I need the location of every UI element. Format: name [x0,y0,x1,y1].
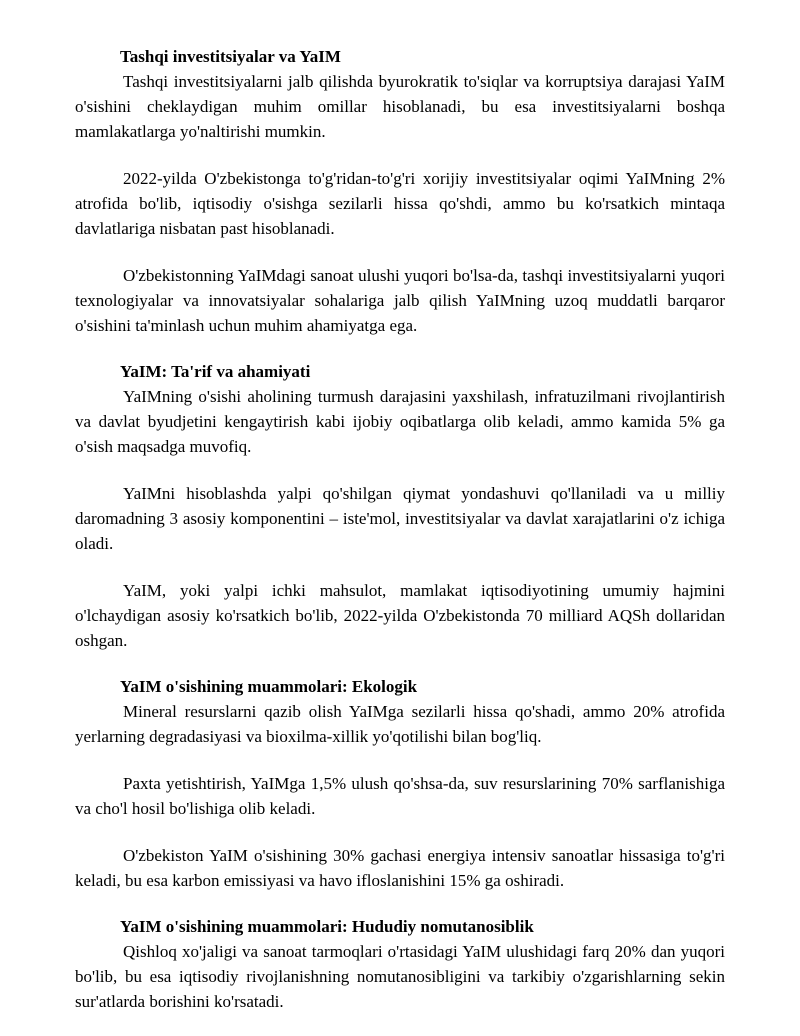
paragraph: Mineral resurslarni qazib olish YaIMga sezilarli hissa qo'shadi, ammo 20% atrofida yerlarning degradasiyasi va bioxilma-xillik yo'qotilishi bilan bog'liq. [75,702,725,746]
paragraph: O'zbekiston YaIM o'sishining 30% gachasi energiya intensiv sanoatlar hissasiga to'g'ri keladi, bu esa karbon emissiyasi va havo ifloslanishini 15% ga oshiradi. [75,846,725,890]
section-heading: YaIM o'sishining muammolari: Ekologik [120,677,418,696]
paragraph: Qishloq xo'jaligi va sanoat tarmoqlari o'rtasidagi YaIM ulushidagi farq 20% dan yuqori bo'lib, bu esa iqtisodiy rivojlanishning nomutanosibligini va tarkibiy o'zgarishlarning sekin sur'atlarda borishini ko'rsatadi. [75,942,725,1011]
section-heading: Tashqi investitsiyalar va YaIM [120,47,341,66]
paragraph: YaIMning o'sishi aholining turmush darajasini yaxshilash, infratuzilmani rivojlantirish va davlat byudjetini kengaytirish kabi ijobiy oqibatlarga olib keladi, ammo kamida 5% ga o'sish maqsadga muvofiq. [75,387,725,456]
section-regional-imbalance [75,915,725,1014]
section-foreign-investments [75,45,725,338]
section-heading: YaIM: Ta'rif va ahamiyati [120,362,311,381]
document-page [75,45,725,1036]
paragraph: Paxta yetishtirish, YaIMga 1,5% ulush qo'shsa-da, suv resurslarining 70% sarflanishiga va cho'l hosil bo'lishiga olib keladi. [75,774,725,818]
paragraph: O'zbekistonning YaIMdagi sanoat ulushi yuqori bo'lsa-da, tashqi investitsiyalarni yuqori texnologiyalar va innovatsiyalar sohalariga jalb qilish YaIMning uzoq muddatli barqaror o'sishini ta'minlash uchun muhim ahamiyatga ega. [75,266,725,335]
paragraph: 2022-yilda O'zbekistonga to'g'ridan-to'g'ri xorijiy investitsiyalar oqimi YaIMning 2% atrofida bo'lib, iqtisodiy o'sishga sezilarli hissa qo'shdi, ammo bu ko'rsatkich mintaqa davlatlariga nisbatan past hisoblanadi. [75,169,725,238]
section-gdp-definition [75,360,725,653]
section-heading: YaIM o'sishining muammolari: Hududiy nomutanosiblik [120,917,534,936]
paragraph: YaIM, yoki yalpi ichki mahsulot, mamlakat iqtisodiyotining umumiy hajmini o'lchaydigan asosiy ko'rsatkich bo'lib, 2022-yilda O'zbekistonda 70 milliard AQSh dollaridan oshgan. [75,581,725,650]
paragraph: YaIMni hisoblashda yalpi qo'shilgan qiymat yondashuvi qo'llaniladi va u milliy daromadning 3 asosiy komponentini – iste'mol, investitsiyalar va davlat xarajatlarini o'z ichiga oladi. [75,484,725,553]
paragraph: Tashqi investitsiyalarni jalb qilishda byurokratik to'siqlar va korruptsiya darajasi YaIM o'sishini cheklaydigan muhim omillar hisoblanadi, bu esa investitsiyalarni boshqa mamlakatlarga yo'naltirishi mumkin. [75,72,725,141]
section-ecological-problems [75,675,725,893]
